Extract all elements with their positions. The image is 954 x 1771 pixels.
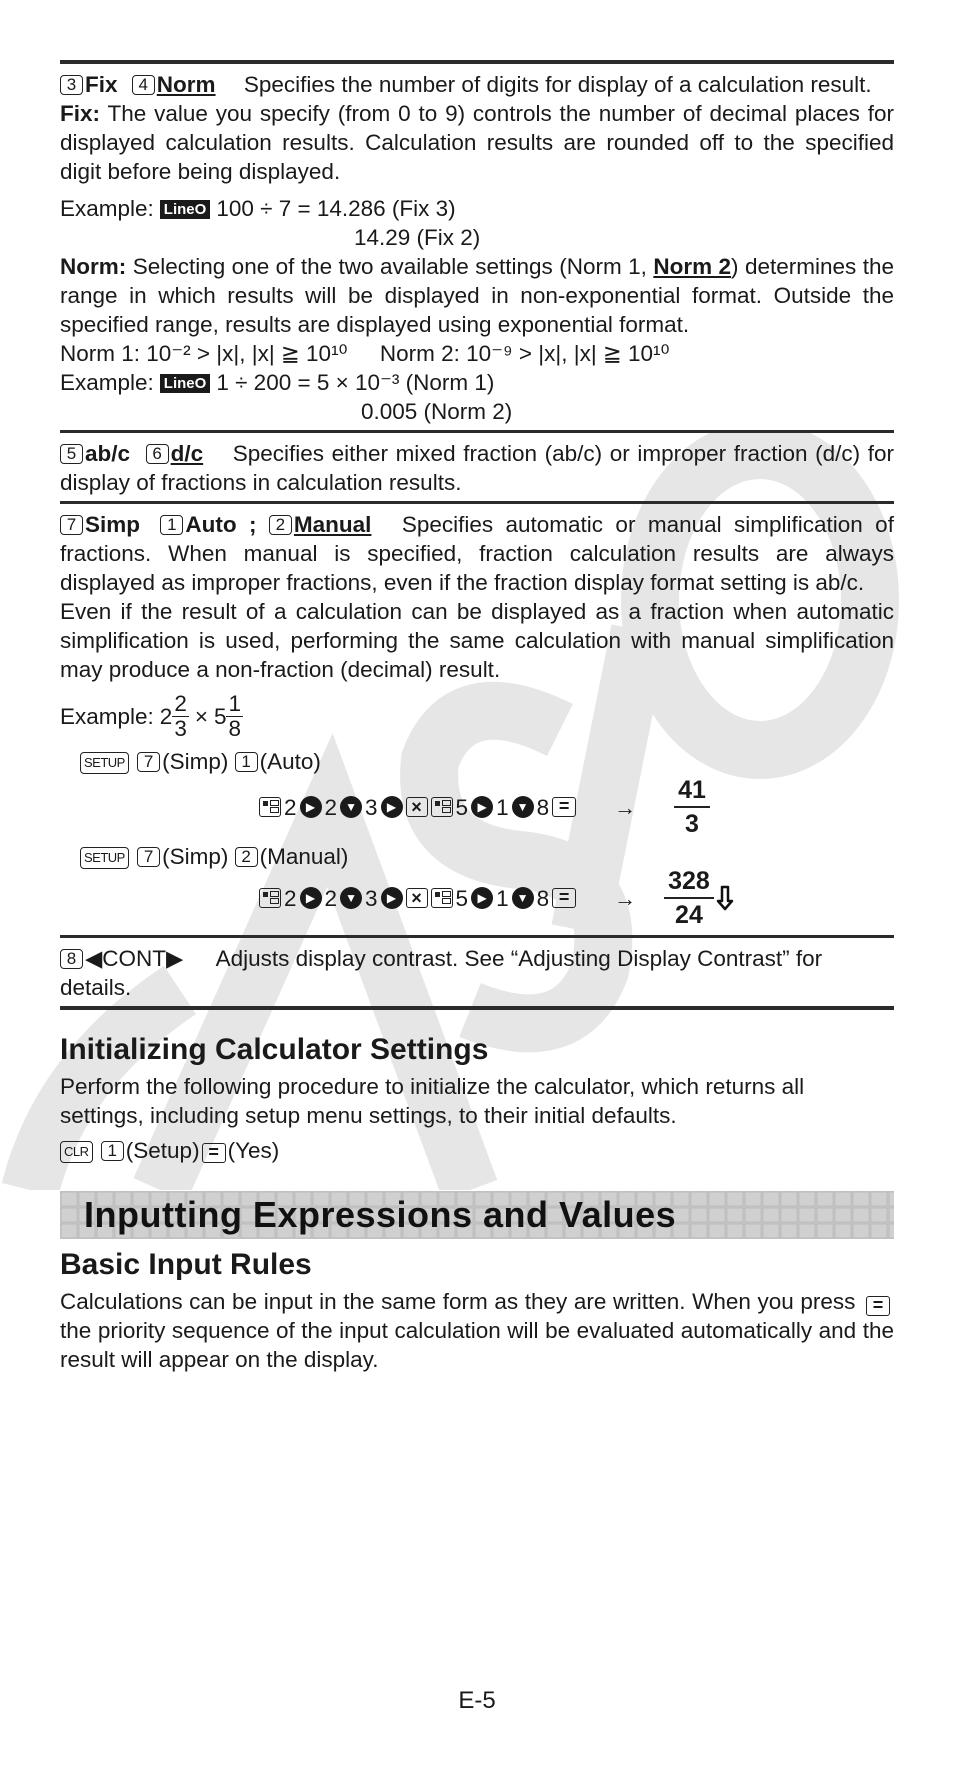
norm-example-1: 1 ÷ 200 = 5 × 10⁻³ (Norm 1) [216, 370, 495, 395]
digit: 3 [365, 794, 378, 820]
setup-key: SETUP [80, 752, 129, 774]
right-arrow-key-icon: ▶ [471, 887, 493, 909]
digit: 1 [496, 794, 509, 820]
norm1-range: Norm 1: 10⁻² > |x|, |x| ≧ 10¹⁰ [60, 341, 348, 366]
key-1: 1 [160, 515, 183, 535]
key-sequence [259, 884, 576, 913]
key-5: 5 [60, 444, 83, 464]
line-mode-badge: LineO [160, 374, 211, 393]
key-2: 2 [269, 515, 292, 535]
norm-text-a: Selecting one of the two available settings (Norm 1, [132, 254, 647, 279]
down-arrow-key-icon: ▼ [512, 887, 534, 909]
fraction-denominator: 8 [228, 716, 241, 741]
fix-label: Fix [85, 72, 118, 97]
setup-text: (Setup) [125, 1138, 200, 1163]
right-arrow-key-icon: ▶ [381, 796, 403, 818]
auto-result [674, 774, 710, 840]
result-arrow: → [614, 885, 637, 911]
equals-key-icon: = [552, 797, 576, 817]
digit: 8 [536, 794, 550, 820]
auto-label: Auto ; [185, 512, 257, 537]
down-arrow-key-icon: ▼ [512, 796, 534, 818]
fraction-format-section [60, 433, 894, 501]
key-2: 2 [235, 847, 258, 867]
norm-example-2: 0.005 (Norm 2) [361, 399, 513, 424]
fix-term: Fix: [60, 101, 101, 126]
fix-norm-desc: Specifies the number of digits for display of a calculation result. [243, 72, 872, 97]
norm-text-b: ) determines the range in which results will be displayed in non-exponential format. Outside the specified range, results are displayed using exponential format. [60, 254, 894, 337]
fraction-numerator: 2 [174, 691, 187, 716]
section-banner [60, 1191, 894, 1239]
basic-input-text [60, 1287, 894, 1374]
fraction-1 [172, 692, 189, 741]
manual-label: Manual [293, 512, 372, 537]
right-arrow-key-icon: ▶ [300, 796, 322, 818]
dc-label: d/c [170, 441, 204, 466]
fix-text: The value you specify (from 0 to 9) controls the number of decimal places for displayed calculation results. Calculation results are rounded off to the specified digit before being displayed. [60, 101, 894, 184]
digit: 2 [284, 794, 297, 820]
digit: 8 [536, 885, 550, 911]
equals-key-icon: = [552, 888, 576, 908]
result-denominator: 3 [685, 810, 699, 838]
contrast-section [60, 938, 894, 1006]
fraction-key-icon [259, 797, 281, 817]
fraction-denominator: 3 [174, 716, 187, 741]
fraction-key-icon [259, 888, 281, 908]
down-arrow-key-icon: ▼ [340, 887, 362, 909]
key-7: 7 [60, 515, 83, 535]
simp-text: (Simp) [162, 844, 229, 869]
fix-example-2: 14.29 (Fix 2) [354, 225, 481, 250]
right-arrow-key-icon: ▶ [300, 887, 322, 909]
equals-key-icon: = [866, 1296, 890, 1316]
key-sequence [259, 793, 576, 822]
simp-text: (Simp) [162, 749, 229, 774]
right-arrow-key-icon: ▶ [381, 887, 403, 909]
norm-label: Norm [156, 72, 216, 97]
right-arrow-key-icon: ▶ [471, 796, 493, 818]
mixed-whole-1: 2 [159, 704, 173, 729]
clr-key: CLR [60, 1141, 93, 1163]
result-fraction [664, 865, 714, 931]
norm2-range: Norm 2: 10⁻⁹ > |x|, |x| ≧ 10¹⁰ [379, 341, 670, 366]
multiply-key-icon: × [406, 888, 428, 908]
manual-page [60, 60, 894, 1374]
simp-label: Simp [85, 512, 141, 537]
example-label: Example: [60, 196, 154, 221]
basic-input-text-a: Calculations can be input in the same form as they are written. When you press [60, 1289, 856, 1314]
result-denominator: 24 [675, 901, 703, 929]
result-numerator: 41 [674, 774, 710, 808]
multiply-sign: × [194, 704, 208, 729]
setup-key: SETUP [80, 847, 129, 869]
fraction-format-desc: Specifies either mixed fraction (ab/c) or improper fraction (d/c) for display of fractions in calculation results. [60, 441, 894, 495]
contrast-label: ◀CONT▶ [85, 946, 184, 971]
fix-norm-section [60, 64, 894, 430]
result-numerator: 328 [664, 865, 714, 899]
page-number: E-5 [458, 1687, 496, 1714]
equals-key-icon: = [202, 1143, 226, 1163]
simp-example [60, 692, 894, 741]
line-mode-badge: LineO [160, 200, 211, 219]
digit: 3 [365, 885, 378, 911]
digit: 5 [455, 885, 469, 911]
digit: 2 [324, 794, 338, 820]
auto-text: (Auto) [259, 749, 321, 774]
contrast-desc: Adjusts display contrast. See “Adjusting Display Contrast” for details. [60, 946, 823, 1000]
simp-section [60, 504, 894, 935]
key-7: 7 [137, 752, 160, 772]
mixed-whole-2: 5 [213, 704, 227, 729]
key-6: 6 [146, 444, 169, 464]
yes-text: (Yes) [227, 1138, 280, 1163]
simp-desc-2: Even if the result of a calculation can be displayed as a fraction when automatic simplification is used, performing the same calculation with manual simplification may produce a non-fraction (decimal) result. [60, 599, 894, 682]
key-1: 1 [101, 1141, 124, 1161]
down-arrow-key-icon: ▼ [340, 796, 362, 818]
pointer-icon [716, 885, 734, 911]
result-arrow: → [614, 794, 637, 820]
init-text: Perform the following procedure to initialize the calculator, which returns all settings, including setup menu settings, to their initial defaults. [60, 1074, 805, 1128]
banner-title: Inputting Expressions and Values [84, 1194, 677, 1235]
example-label: Example: [60, 704, 154, 729]
digit: 1 [496, 885, 509, 911]
key-8: 8 [60, 949, 83, 969]
auto-setup-row [80, 747, 894, 776]
fraction-2 [226, 692, 243, 741]
fix-example-1: 100 ÷ 7 = 14.286 (Fix 3) [216, 196, 456, 221]
key-4: 4 [132, 75, 155, 95]
manual-key-sequence [259, 865, 894, 931]
basic-input-heading: Basic Input Rules [60, 1248, 312, 1281]
simp-desc: Specifies automatic or manual simplification of fractions. When manual is specified, fraction calculation results are always displayed as improper fractions, even if the fraction display format setting is ab/c. [60, 512, 894, 595]
init-key-sequence [60, 1136, 894, 1165]
fraction-key-icon [431, 797, 453, 817]
result-fraction [674, 774, 710, 840]
fraction-numerator: 1 [228, 691, 241, 716]
norm-default: Norm 2 [653, 254, 732, 279]
digit: 2 [284, 885, 297, 911]
basic-input-text-b: the priority sequence of the input calculation will be evaluated automatically and the result will appear on the display. [60, 1318, 894, 1372]
section-rule [60, 1006, 894, 1010]
key-3: 3 [60, 75, 83, 95]
example-label: Example: [60, 370, 154, 395]
digit: 5 [455, 794, 469, 820]
abc-label: ab/c [85, 441, 131, 466]
manual-text: (Manual) [259, 844, 349, 869]
key-7: 7 [137, 847, 160, 867]
digit: 2 [324, 885, 338, 911]
init-heading: Initializing Calculator Settings [60, 1033, 489, 1066]
multiply-key-icon: × [406, 797, 428, 817]
key-1: 1 [235, 752, 258, 772]
auto-key-sequence [259, 774, 894, 840]
fraction-key-icon [431, 888, 453, 908]
manual-result [664, 865, 714, 931]
norm-term: Norm: [60, 254, 127, 279]
